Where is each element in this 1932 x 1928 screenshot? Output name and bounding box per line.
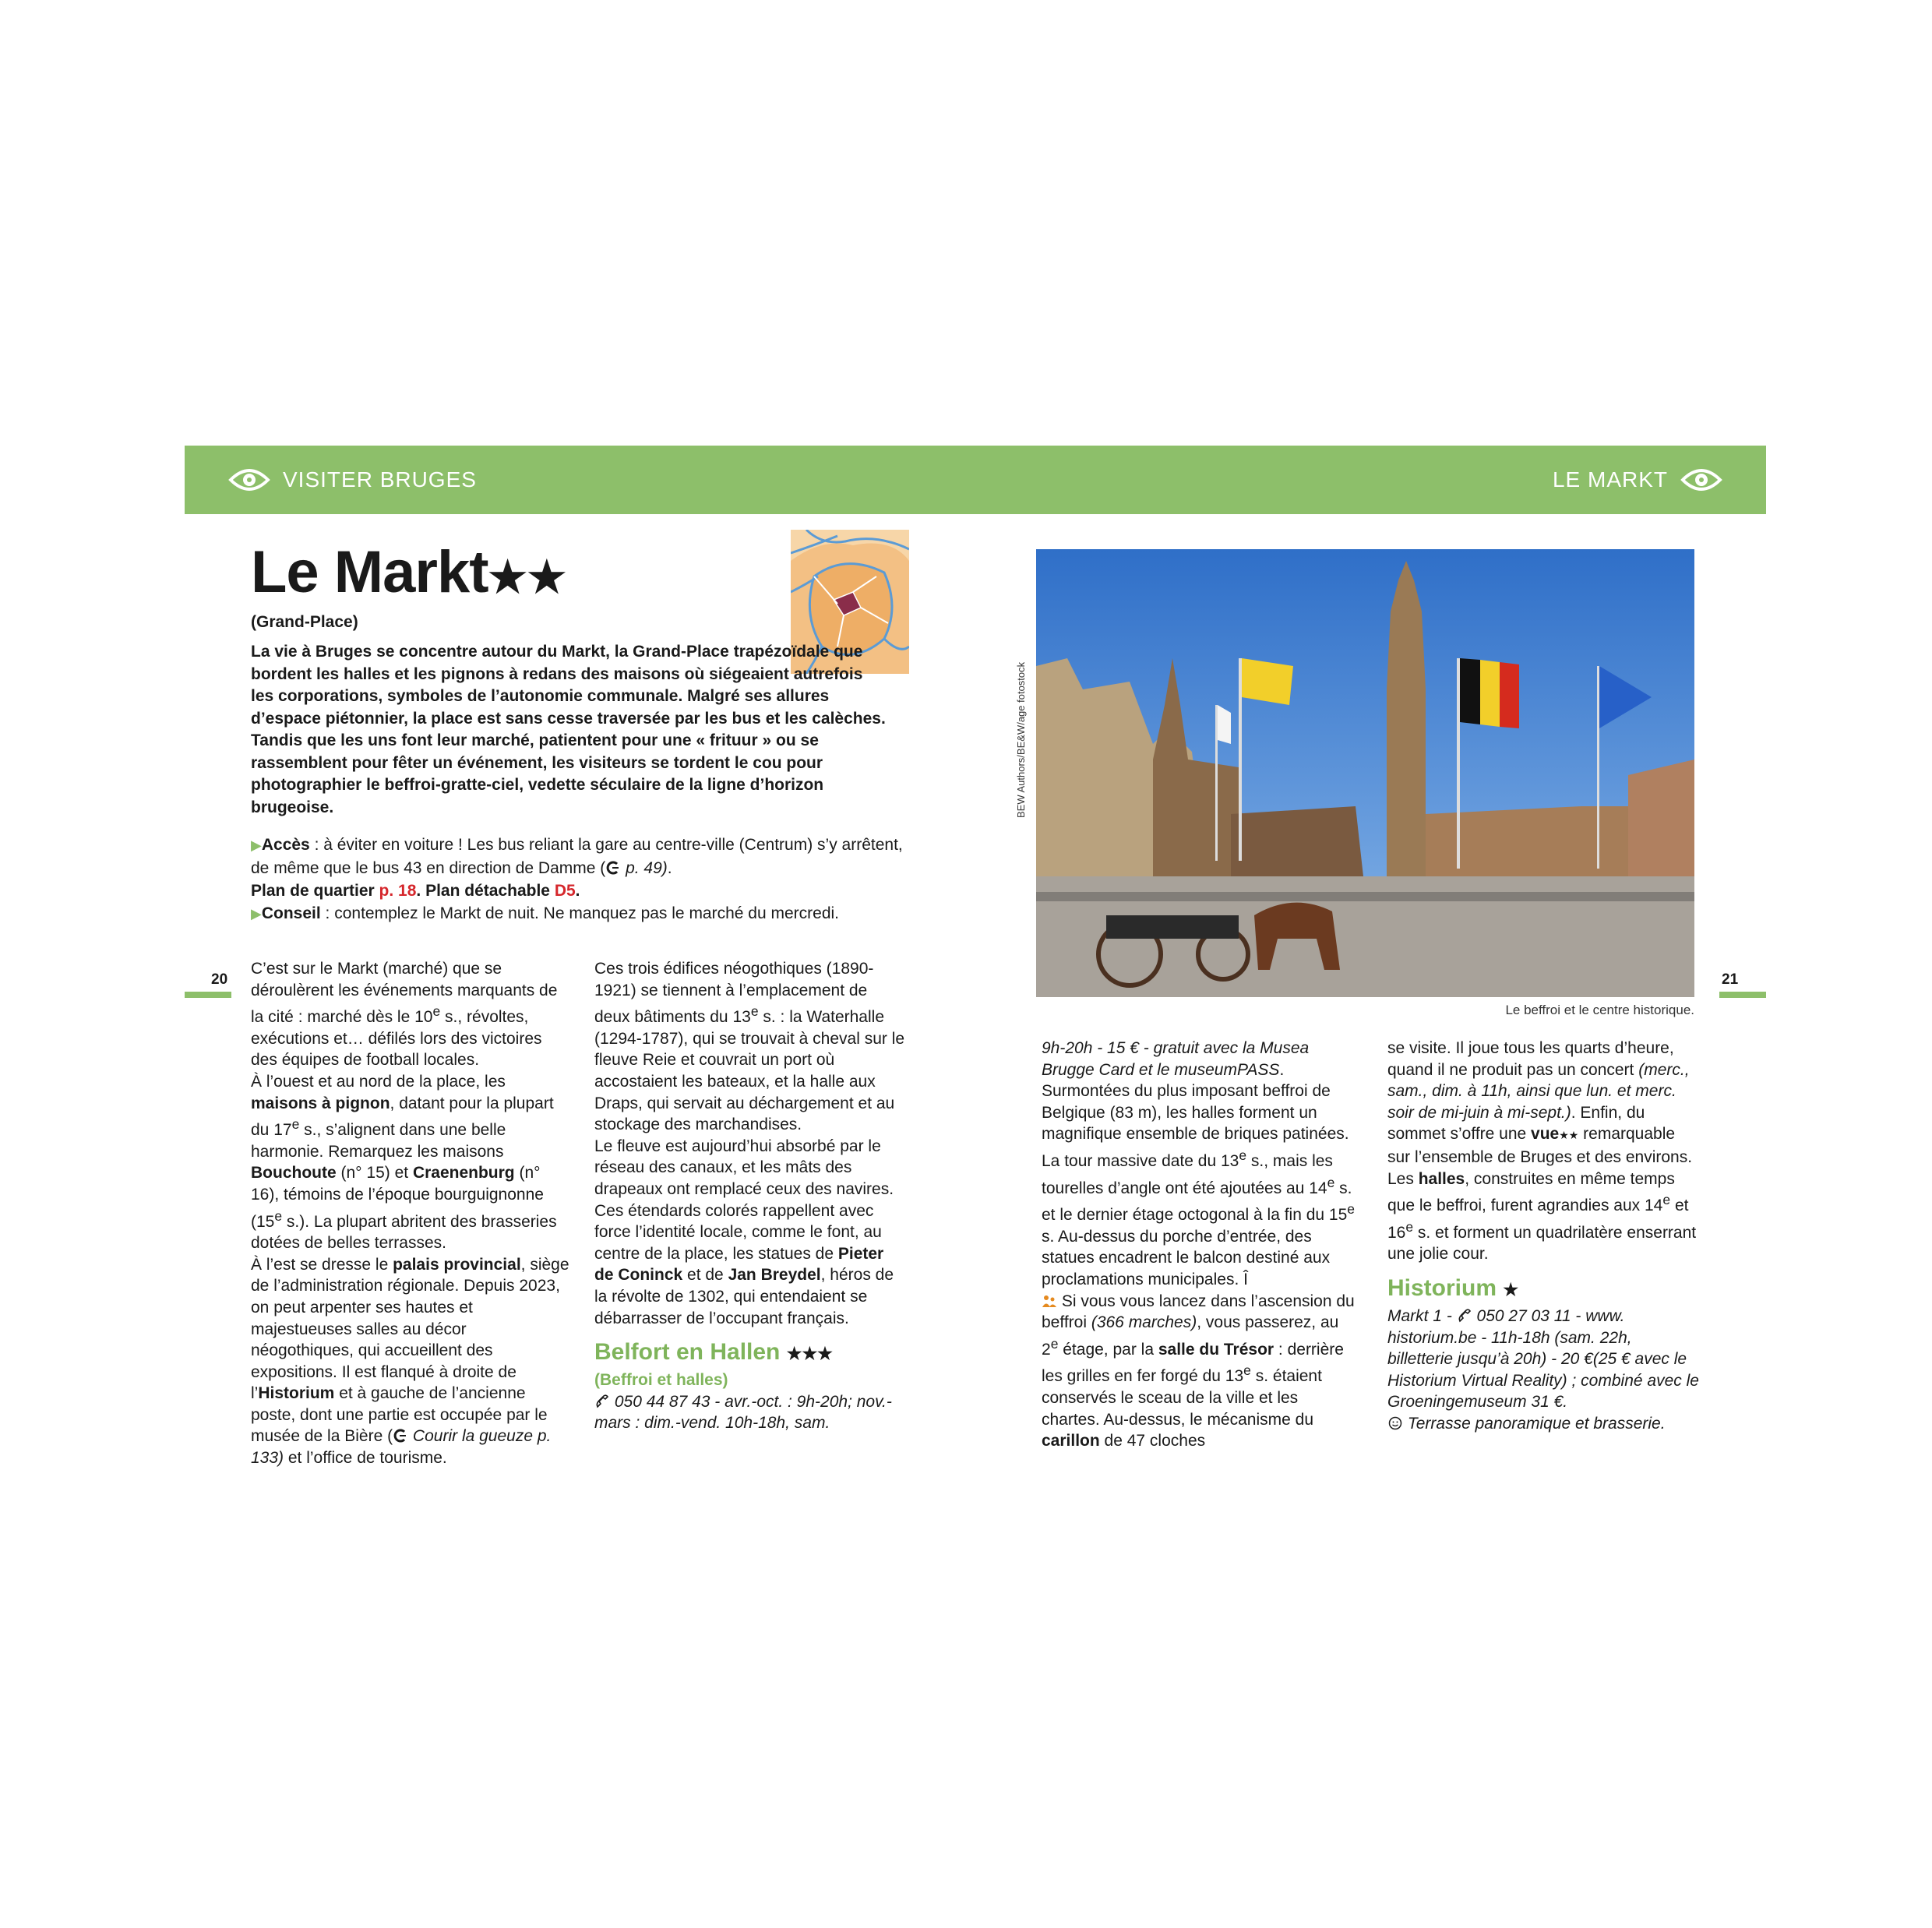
paragraph xyxy=(1042,1080,1357,1290)
text: se visite. Il joue tous les quarts d’heure, quand il ne produit pas un concert xyxy=(1387,1039,1674,1079)
text-column-2 xyxy=(594,958,906,1434)
text: Les xyxy=(1387,1169,1419,1188)
italic-text: 9h-20h - 15 € - gratuit avec la Musea Brugge Card et le museumPASS xyxy=(1042,1039,1310,1079)
text: C’est sur le Markt (marché) que se déroulèrent les événements marquants de la cité : marché dès le 10 xyxy=(251,960,558,1027)
text: , héros de la révolte de 1302, qui entendaient se débarrasser de l’occupant français. xyxy=(594,1266,894,1327)
bold-term: Historium xyxy=(258,1384,335,1403)
header-left xyxy=(228,446,477,514)
plan-line xyxy=(251,879,905,902)
acces-line xyxy=(251,834,905,879)
text-column-1 xyxy=(251,958,570,1469)
section-header-band xyxy=(185,446,1766,514)
superscript: e xyxy=(1243,1362,1251,1379)
text: Le fleuve est aujourd’hui absorbé par le réseau des canaux, et les mâts des drapeaux ont remplacé ceux des navires. Ces étendards colorés rappellent avec force l’identité locale, comme le font, au centre de la place, les statues de xyxy=(594,1137,894,1263)
practical-info xyxy=(251,834,905,925)
plan-ref-link[interactable]: p. 18 xyxy=(379,882,417,900)
text: s. et forment un quadrilatère enserrant une jolie cour. xyxy=(1387,1223,1697,1264)
text: et de xyxy=(682,1266,728,1285)
practical-details: 050 44 87 43 - avr.-oct. : 9h-20h; nov.-mars : dim.-vend. 10h-18h, sam. xyxy=(594,1392,892,1433)
text: s., mais les tourelles d’angle ont été ajoutées au 14 xyxy=(1042,1151,1333,1197)
superscript: e xyxy=(1405,1218,1414,1235)
smiley-icon xyxy=(1387,1416,1403,1430)
text: et 16 xyxy=(1387,1197,1689,1242)
photo-credit: BEW Authors/BE&W/age fotostock xyxy=(1015,661,1027,818)
section-subtitle-belfort: (Beffroi et halles) xyxy=(594,1371,728,1390)
bold-term: maisons à pignon xyxy=(251,1094,390,1112)
text: étage, par la xyxy=(1058,1340,1158,1359)
superscript: e xyxy=(750,1003,759,1020)
eye-icon xyxy=(1680,466,1722,494)
conseil-label: Conseil xyxy=(261,904,321,922)
acces-ref: p. 49) xyxy=(621,859,668,877)
text: s. et le dernier étage octogonal à la fin du 15 xyxy=(1042,1179,1352,1225)
acces-end: . xyxy=(667,859,672,877)
bold-term: palais provincial xyxy=(393,1255,521,1274)
section-title-text: Belfort en Hallen xyxy=(594,1339,781,1366)
cross-reference-icon xyxy=(605,861,621,875)
italic-ref: Courir la gueuze p. 133) xyxy=(251,1427,552,1468)
photo-caption: Le beffroi et le centre historique. xyxy=(1505,1003,1694,1017)
conseil-line xyxy=(251,902,905,925)
plan-label: Plan de quartier xyxy=(251,882,379,900)
paragraph xyxy=(251,1071,570,1254)
text: s. Au-dessus du porche d’entrée, des statues encadrent le balcon destiné aux proclamations municipales. Î xyxy=(1042,1227,1331,1288)
detach-label: Plan détachable xyxy=(425,882,555,900)
paragraph xyxy=(594,958,906,1136)
acces-label: Accès xyxy=(261,836,310,854)
section-title-historium xyxy=(1387,1273,1699,1306)
page-title xyxy=(251,538,566,612)
paragraph xyxy=(251,1254,570,1469)
bold-term: vue xyxy=(1531,1125,1560,1144)
text: s., révoltes, exécutions et… défilés lors des victoires des équipes de football locales. xyxy=(251,1008,542,1070)
text: Si vous vous lancez dans l’ascension du beffroi xyxy=(1042,1292,1355,1332)
superscript: e xyxy=(1327,1174,1335,1190)
paragraph xyxy=(1387,1168,1699,1265)
text: . xyxy=(1279,1060,1285,1079)
plan-dot: . xyxy=(416,882,426,900)
bold-term: salle du Trésor xyxy=(1158,1340,1274,1359)
eye-icon xyxy=(228,466,270,494)
phone-icon xyxy=(1457,1309,1472,1323)
text: , datant pour la plupart du 17 xyxy=(251,1094,554,1140)
detach-ref-link[interactable]: D5 xyxy=(554,882,576,900)
text: et à gauche de l’ancienne poste, dont une partie est occupée par le musée de la Bière ( xyxy=(251,1384,548,1446)
page-marker-right xyxy=(1719,992,1766,998)
italic-text: (merc., sam., dim. à 11h, ainsi que lun. et merc. soir de mi-juin à mi-sept.) xyxy=(1387,1060,1690,1122)
text: remarquable sur l’ensemble de Bruges et des environs. xyxy=(1387,1125,1693,1166)
paragraph xyxy=(1042,1038,1357,1080)
text: s.). La plupart abritent des brasseries dotées de belles terrasses. xyxy=(251,1212,557,1253)
bold-term: halles xyxy=(1418,1169,1465,1188)
paragraph xyxy=(594,1391,906,1434)
superscript: e xyxy=(274,1207,283,1224)
acces-text: : à éviter en voiture ! Les bus reliant la gare au centre-ville (Centrum) s’y arrêtent, de même que le bus 43 en direction de Damme ( xyxy=(251,836,903,877)
text: . Enfin, du sommet s’offre une xyxy=(1387,1103,1645,1144)
triangle-icon: ▶ xyxy=(251,906,262,922)
page-number-left: 20 xyxy=(211,971,228,988)
header-right-label: LE MARKT xyxy=(1552,467,1668,492)
text: Ces trois édifices néogothiques (1890-1921) se tiennent à l’emplacement de deux bâtiments du 13 xyxy=(594,960,874,1027)
text: , vous passerez, au 2 xyxy=(1042,1313,1339,1359)
paragraph xyxy=(1387,1038,1699,1168)
header-right xyxy=(1553,446,1722,514)
superscript: e xyxy=(1239,1147,1247,1163)
text: (n° 16), témoins de l’époque bourguignonne (15 xyxy=(251,1164,544,1231)
text: de 47 cloches xyxy=(1099,1432,1206,1450)
paragraph xyxy=(251,958,570,1071)
bold-term: Bouchoute xyxy=(251,1164,337,1183)
superscript: e xyxy=(432,1003,441,1020)
bold-term: Pieter de Coninck xyxy=(594,1244,884,1285)
text: , siège de l’administration régionale. Depuis 2023, on peut arpenter ses hautes et majestueuses salles au décor néogothiques, qui accueillent des expositions. Il est flanqué à droite de l’ xyxy=(251,1255,569,1403)
text: À l’est se dresse le xyxy=(251,1255,393,1274)
superscript: e xyxy=(1050,1335,1059,1352)
photo-markt-belfry xyxy=(1036,549,1694,997)
text: (n° 15) et xyxy=(336,1164,413,1183)
text-column-3 xyxy=(1042,1038,1357,1452)
superscript: e xyxy=(291,1116,300,1133)
italic-text: 050 27 03 11 - www. historium.be - 11h-18h (sam. 22h, billetterie jusqu’à 20h) - 20 €(25 € avec le Historium Virtual Reality) ; combiné avec le Groeningemuseum 31 €. xyxy=(1387,1306,1699,1412)
text: s. : la Waterhalle (1294-1787), qui se trouvait à cheval sur le fleuve Reie et couvrait un port où accostaient les bateaux, et la halle aux Draps, qui servait au déchargement et au stockage des marchandises. xyxy=(594,1008,905,1134)
text-column-4 xyxy=(1387,1038,1699,1435)
text: À l’ouest et au nord de la place, les xyxy=(251,1072,506,1091)
detach-dot: . xyxy=(575,882,580,900)
section-stars: ★★★ xyxy=(786,1344,833,1364)
page-subtitle: (Grand-Place) xyxy=(251,613,358,631)
text: s. étaient conservés le sceau de la ville et les chartes. Au-dessus, le mécanisme du xyxy=(1042,1367,1322,1429)
section-title-text: Historium xyxy=(1387,1274,1497,1301)
header-left-label: VISITER BRUGES xyxy=(283,467,477,492)
text: et l’office de tourisme. xyxy=(284,1449,447,1468)
paragraph xyxy=(1387,1306,1699,1413)
bold-term: Craenenburg xyxy=(412,1164,515,1183)
section-stars: ★ xyxy=(1503,1279,1519,1299)
family-icon xyxy=(1042,1294,1057,1308)
text: Surmontées du plus imposant beffroi de Belgique (83 m), les halles forment un magnifique ensemble de briques patinées. La tour massive date du 13 xyxy=(1042,1082,1349,1170)
title-stars: ★★ xyxy=(488,552,566,601)
page-number-right: 21 xyxy=(1722,971,1739,988)
text: , construites en même temps que le beffroi, furent agrandies aux 14 xyxy=(1387,1169,1675,1215)
paragraph xyxy=(1387,1413,1699,1435)
inline-stars: ★★ xyxy=(1559,1129,1579,1142)
italic-text: (366 marches) xyxy=(1091,1313,1197,1332)
text: : derrière les grilles en fer forgé du 13 xyxy=(1042,1340,1344,1386)
superscript: e xyxy=(1347,1201,1356,1218)
intro-paragraph: La vie à Bruges se concentre autour du Markt, la Grand-Place trapézoïdale que bordent les halles et les pignons à redans des maisons où siégeaient autrefois les corporations, symboles de l’autonomie communale. Malgré ses allures d’espace piétonnier, la place est sans cesse traversée par les bus et les calèches. Tandis que les uns font leur marché, patientent pour une « frituur » ou se rassemblent pour fêter un événement, les visiteurs se tordent le cou pour photographier le beffroi-gratte-ciel, vedette séculaire de la ligne d’horizon brugeoise. xyxy=(251,643,886,816)
section-title-belfort xyxy=(594,1337,906,1369)
triangle-icon: ▶ xyxy=(251,837,262,853)
italic-text: Terrasse panoramique et brasserie. xyxy=(1403,1414,1666,1433)
text: s., s’alignent dans une belle harmonie. Remarquez les maisons xyxy=(251,1121,506,1161)
superscript: e xyxy=(1662,1192,1671,1208)
cross-reference-icon xyxy=(393,1429,408,1443)
bold-term: carillon xyxy=(1042,1432,1100,1450)
bold-term: Jan Breydel xyxy=(728,1266,821,1285)
phone-icon xyxy=(594,1394,610,1408)
paragraph xyxy=(1042,1291,1357,1452)
paragraph xyxy=(594,1136,906,1329)
title-text: Le Markt xyxy=(251,539,488,605)
italic-text: Markt 1 - xyxy=(1387,1306,1457,1325)
page-marker-left xyxy=(185,992,231,998)
conseil-text: : contemplez le Markt de nuit. Ne manquez pas le marché du mercredi. xyxy=(320,904,840,922)
